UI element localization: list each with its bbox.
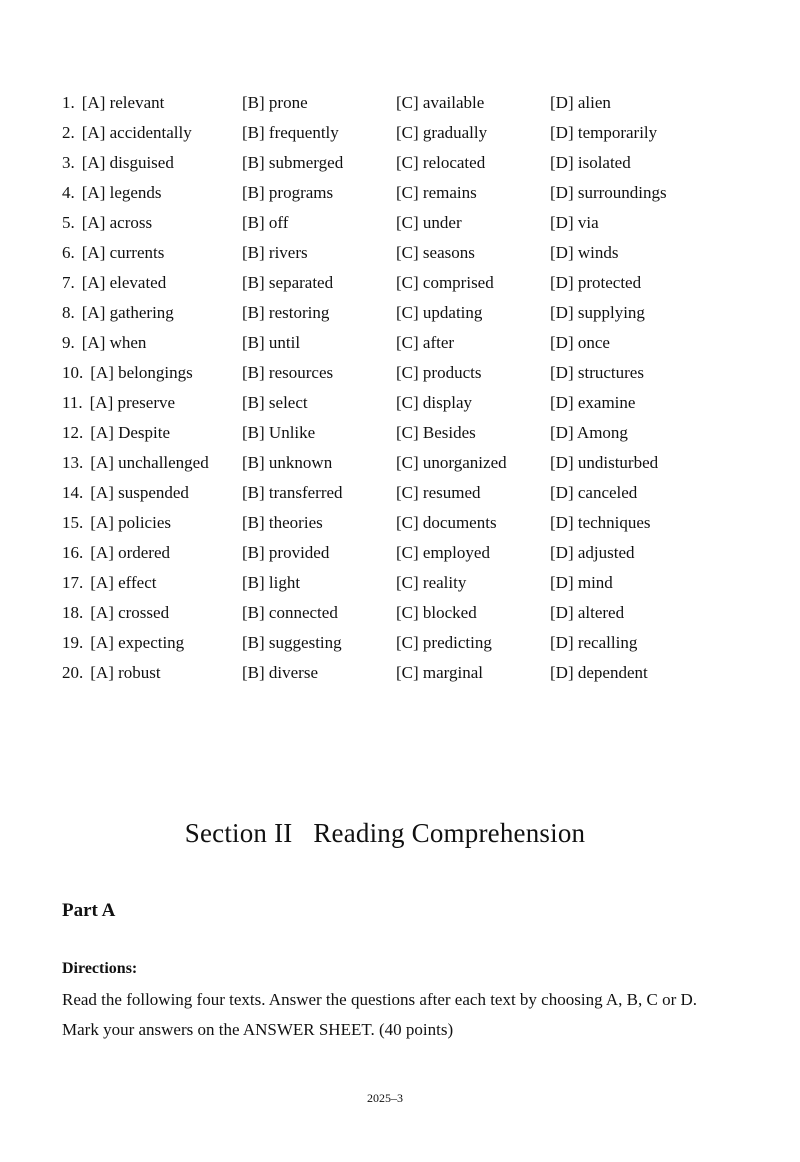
option-b: [B] suggesting xyxy=(242,633,342,652)
option-a: [A] belongings xyxy=(90,363,193,382)
option-c: [C] documents xyxy=(396,513,497,532)
question-lead xyxy=(62,208,242,238)
question-row xyxy=(62,598,762,628)
option-a: [A] robust xyxy=(90,663,161,682)
option-b: [B] resources xyxy=(242,363,334,382)
question-row xyxy=(62,568,762,598)
question-row xyxy=(62,628,762,658)
question-lead xyxy=(62,598,242,628)
section-title: Section II Reading Comprehension xyxy=(184,818,586,848)
question-lead xyxy=(62,568,242,598)
question-lead xyxy=(62,178,242,208)
question-number: 15. xyxy=(62,513,84,532)
question-number: 4. xyxy=(62,183,75,202)
question-number: 2. xyxy=(62,123,75,142)
question-number: 12. xyxy=(62,423,84,442)
question-row xyxy=(62,388,762,418)
question-row xyxy=(62,238,762,268)
question-row xyxy=(62,208,762,238)
question-number: 14. xyxy=(62,483,84,502)
option-a: [A] currents xyxy=(81,243,165,262)
option-d: [D] mind xyxy=(550,573,613,592)
option-c: [C] reality xyxy=(396,573,467,592)
option-d: [D] dependent xyxy=(550,663,648,682)
option-c: [C] products xyxy=(396,363,482,382)
option-d: [D] canceled xyxy=(550,483,638,502)
option-d: [D] surroundings xyxy=(550,183,667,202)
question-lead xyxy=(62,388,242,418)
question-row xyxy=(62,448,762,478)
option-c: [C] relocated xyxy=(396,153,486,172)
option-c: [C] predicting xyxy=(396,633,492,652)
option-c: [C] after xyxy=(396,333,455,352)
option-b: [B] Unlike xyxy=(242,423,316,442)
question-lead xyxy=(62,508,242,538)
question-number: 5. xyxy=(62,213,75,232)
question-row xyxy=(62,658,762,688)
option-d: [D] supplying xyxy=(550,303,645,322)
option-c: [C] comprised xyxy=(396,273,494,292)
option-a: [A] policies xyxy=(90,513,171,532)
option-c: [C] display xyxy=(396,393,473,412)
question-lead xyxy=(62,268,242,298)
option-a: [A] relevant xyxy=(81,93,165,112)
option-b: [B] programs xyxy=(242,183,334,202)
question-number: 1. xyxy=(62,93,75,112)
option-d: [D] techniques xyxy=(550,513,651,532)
question-lead xyxy=(62,148,242,178)
option-a: [A] gathering xyxy=(81,303,174,322)
option-b: [B] prone xyxy=(242,93,308,112)
question-row xyxy=(62,358,762,388)
question-row xyxy=(62,328,762,358)
option-a: [A] accidentally xyxy=(81,123,192,142)
option-a: [A] preserve xyxy=(89,393,176,412)
question-lead xyxy=(62,358,242,388)
option-b: [B] separated xyxy=(242,273,334,292)
directions-text: Read the following four texts. Answer the questions after each text by choosing A, B, C or D. Mark your answers on the ANSWER SHEET. (40 points) xyxy=(62,990,698,1039)
question-row xyxy=(62,178,762,208)
directions-label: Directions: xyxy=(62,960,138,977)
option-d: [D] altered xyxy=(550,603,625,622)
question-lead xyxy=(62,658,242,688)
question-number: 9. xyxy=(62,333,75,352)
option-c: [C] under xyxy=(396,213,462,232)
option-b: [B] submerged xyxy=(242,153,344,172)
option-b: [B] restoring xyxy=(242,303,330,322)
option-b: [B] provided xyxy=(242,543,330,562)
option-d: [D] alien xyxy=(550,93,611,112)
option-b: [B] frequently xyxy=(242,123,339,142)
question-row xyxy=(62,88,762,118)
option-b: [B] off xyxy=(242,213,289,232)
option-c: [C] remains xyxy=(396,183,477,202)
option-a: [A] when xyxy=(81,333,147,352)
option-b: [B] select xyxy=(242,393,308,412)
option-c: [C] available xyxy=(396,93,485,112)
option-b: [B] diverse xyxy=(242,663,319,682)
question-lead xyxy=(62,328,242,358)
option-b: [B] until xyxy=(242,333,301,352)
option-b: [B] theories xyxy=(242,513,323,532)
option-d: [D] via xyxy=(550,213,599,232)
option-d: [D] isolated xyxy=(550,153,631,172)
option-b: [B] connected xyxy=(242,603,338,622)
question-lead xyxy=(62,478,242,508)
option-c: [C] Besides xyxy=(396,423,476,442)
question-number: 6. xyxy=(62,243,75,262)
question-row xyxy=(62,118,762,148)
option-c: [C] marginal xyxy=(396,663,484,682)
option-a: [A] Despite xyxy=(90,423,171,442)
question-row xyxy=(62,268,762,298)
option-c: [C] unorganized xyxy=(396,453,507,472)
option-c: [C] seasons xyxy=(396,243,475,262)
part-title: Part A xyxy=(62,900,116,921)
option-d: [D] once xyxy=(550,333,610,352)
option-a: [A] elevated xyxy=(81,273,167,292)
option-d: [D] structures xyxy=(550,363,644,382)
option-b: [B] transferred xyxy=(242,483,343,502)
option-a: [A] crossed xyxy=(90,603,170,622)
option-a: [A] expecting xyxy=(90,633,185,652)
option-c: [C] employed xyxy=(396,543,490,562)
question-number: 20. xyxy=(62,663,84,682)
option-a: [A] effect xyxy=(90,573,157,592)
question-number: 8. xyxy=(62,303,75,322)
question-row xyxy=(62,418,762,448)
question-number: 3. xyxy=(62,153,75,172)
option-d: [D] examine xyxy=(550,393,636,412)
question-number: 7. xyxy=(62,273,75,292)
question-lead xyxy=(62,118,242,148)
option-a: [A] across xyxy=(81,213,153,232)
question-number: 13. xyxy=(62,453,84,472)
option-c: [C] updating xyxy=(396,303,483,322)
page-number: 2025–3 xyxy=(367,1091,403,1105)
question-row xyxy=(62,148,762,178)
option-a: [A] unchallenged xyxy=(90,453,209,472)
option-b: [B] unknown xyxy=(242,453,333,472)
option-a: [A] legends xyxy=(81,183,162,202)
option-c: [C] blocked xyxy=(396,603,477,622)
option-d: [D] adjusted xyxy=(550,543,635,562)
option-c: [C] resumed xyxy=(396,483,481,502)
question-row xyxy=(62,508,762,538)
option-b: [B] light xyxy=(242,573,301,592)
question-lead xyxy=(62,298,242,328)
question-row xyxy=(62,538,762,568)
question-row xyxy=(62,478,762,508)
question-number: 19. xyxy=(62,633,84,652)
question-lead xyxy=(62,88,242,118)
option-d: [D] undisturbed xyxy=(550,453,659,472)
question-number: 10. xyxy=(62,363,84,382)
option-d: [D] temporarily xyxy=(550,123,658,142)
question-number: 11. xyxy=(62,393,83,412)
question-lead xyxy=(62,628,242,658)
question-lead xyxy=(62,448,242,478)
question-number: 16. xyxy=(62,543,84,562)
option-a: [A] suspended xyxy=(90,483,189,502)
question-lead xyxy=(62,418,242,448)
option-d: [D] protected xyxy=(550,273,642,292)
question-list xyxy=(62,88,762,688)
question-number: 18. xyxy=(62,603,84,622)
option-d: [D] Among xyxy=(550,423,628,442)
option-a: [A] ordered xyxy=(90,543,171,562)
option-c: [C] gradually xyxy=(396,123,488,142)
option-a: [A] disguised xyxy=(81,153,174,172)
option-b: [B] rivers xyxy=(242,243,308,262)
question-number: 17. xyxy=(62,573,84,592)
option-d: [D] winds xyxy=(550,243,619,262)
question-row xyxy=(62,298,762,328)
question-lead xyxy=(62,238,242,268)
question-lead xyxy=(62,538,242,568)
option-d: [D] recalling xyxy=(550,633,638,652)
